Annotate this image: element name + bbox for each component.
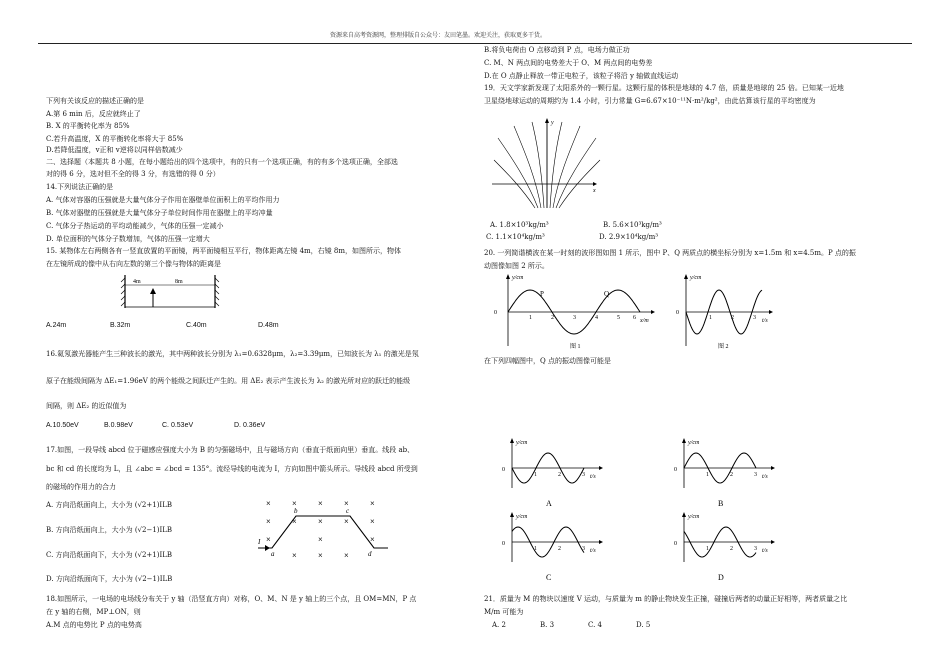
q18-fig-x: x: [593, 188, 596, 194]
choice-tick-1: 1: [706, 472, 709, 478]
q20-choice-d-graph: [670, 510, 780, 590]
q15-stem-1: 15. 某物体左右两侧各有一竖直放置的平面镜，两平面镜相互平行，物体距离左镜 4m，右镜 8m，如图所示，物体: [46, 247, 401, 255]
choice-y-arrow: [510, 438, 514, 443]
q17-option-b: B. 方向沿纸面向上，大小为 (√2−1)ILB: [46, 526, 173, 534]
q17-option-a: A. 方向沿纸面向上，大小为 (√2+1)ILB: [46, 501, 172, 509]
choice-tick-3: 3: [582, 546, 585, 552]
q20-wave-figure-1: [488, 272, 658, 350]
q17-label-a: a: [271, 550, 275, 558]
q13-stem: 下列有关该反应的描述正确的是: [46, 97, 144, 105]
svg-text:×: ×: [292, 499, 297, 508]
choice-xlabel: t/s: [590, 474, 596, 480]
q17-wire-figure: [258, 492, 388, 564]
q18-option-a: A.M 点的电势比 P 点的电势高: [46, 621, 142, 629]
q14-option-d: D. 单位面积的气体分子数增加，气体的压强一定增大: [46, 235, 210, 243]
q16-line-2: 原子在能级间隔为 ΔE₁=1.96eV 的两个能级之间跃迁产生的。用 ΔE₂ 表示产生波长为 λ₂ 的激光所对应的跃迁的能级: [46, 377, 411, 385]
q15-option-c: C.40m: [186, 322, 207, 329]
header-rule: [38, 43, 912, 44]
svg-text:×: ×: [318, 499, 323, 508]
svg-text:×: ×: [266, 499, 271, 508]
svg-text:×: ×: [370, 499, 375, 508]
section2-line1: 二、选择题（本题共 8 小题，在每小题给出的四个选项中，有的只有一个选项正确，有的有多个选项正确，全部选: [46, 158, 398, 166]
q13-option-c: C.若升高温度，X 的平衡转化率将大于 85%: [46, 135, 184, 143]
q21-option-a: A. 2: [492, 621, 506, 629]
q17-option-d: D. 方向沿纸面向下，大小为 (√2−1)ILB: [46, 575, 173, 583]
q15-fig-left-label: 4m: [133, 279, 141, 285]
svg-text:×: ×: [344, 551, 349, 560]
q21-line-2: M/m 可能为: [484, 608, 524, 616]
svg-text:×: ×: [292, 551, 297, 560]
choice-tick-1: 1: [706, 546, 709, 552]
choice-tick-3: 3: [754, 472, 757, 478]
q18-line-2: 在 y 轴的右侧，MP⊥ON，则: [46, 608, 141, 616]
svg-text:×: ×: [318, 517, 323, 526]
q20-fig1-label-p: P: [540, 290, 544, 298]
q16-option-d: D. 0.36eV: [234, 422, 266, 429]
q18-fig-y: y: [551, 120, 554, 126]
q20-fig1-tick-6: 6: [633, 315, 636, 321]
q17-label-i: I: [258, 538, 261, 546]
q14-stem: 14.下列说法正确的是: [46, 183, 114, 191]
q20-line-2: 动图像如图 2 所示。: [484, 262, 549, 270]
svg-text:×: ×: [318, 551, 323, 560]
choice-tick-2: 2: [730, 472, 733, 478]
q17-label-d: d: [368, 550, 372, 558]
svg-text:×: ×: [292, 517, 297, 526]
q20-fig2-tick-1: 1: [709, 315, 712, 321]
q20-choice-a-graph: [498, 436, 608, 516]
choice-y-arrow: [682, 512, 686, 517]
q20-choice-b-graph: [670, 436, 780, 516]
page-header: 资源来自高考资源网，整理排版自公众号：友田笔墨。欢迎关注，获取更多干货。: [330, 32, 547, 39]
svg-text:×: ×: [344, 499, 349, 508]
choice-tick-1: 1: [534, 546, 537, 552]
choice-label: D: [718, 573, 724, 582]
q16-option-a: A.10.50eV: [46, 422, 79, 429]
q21-option-c: C. 4: [588, 621, 603, 629]
q15-option-b: B.32m: [110, 322, 131, 329]
q16-line-3: 间隔，则 ΔE₂ 的近似值为: [46, 402, 127, 410]
choice-tick-3: 3: [754, 546, 757, 552]
q18-option-c: C. M、N 两点间的电势差大于 O、M 两点间的电势差: [484, 59, 653, 67]
choice-origin: 0: [674, 541, 677, 547]
svg-text:×: ×: [266, 517, 271, 526]
choice-label: C: [546, 573, 552, 582]
choice-xlabel: t/s: [762, 474, 768, 480]
choice-tick-3: 3: [582, 472, 585, 478]
choice-ylabel: y/cm: [516, 514, 528, 520]
q17-line-1: 17.如图，一段导线 abcd 位于磁感应强度大小为 B 的匀强磁场中，且与磁场方向（垂直于纸面向里）垂直。线段 ab、: [46, 446, 415, 454]
q20-fig1-tick-3: 3: [573, 315, 576, 321]
section2-line2: 对的得 6 分，选对但不全的得 3 分，有选错的得 0 分）: [46, 170, 220, 178]
choice-ylabel: y/cm: [688, 514, 700, 520]
q20-fig2-tick-2: 2: [731, 315, 734, 321]
choice-origin: 0: [502, 467, 505, 473]
q19-line-1: 19．天文学家新发现了太阳系外的一颗行星。这颗行星的体积是地球的 4.7 倍，质量是地球的 25 倍。已知某一近地: [484, 84, 844, 92]
q17-line-3: 的磁场的作用力的合力: [46, 483, 116, 491]
q18-field-line-figure: [492, 116, 602, 211]
q16-option-c: C. 0.53eV: [162, 422, 194, 429]
choice-label: B: [718, 499, 724, 508]
q18-option-d: D.在 O 点静止释放一带正电粒子，该粒子将沿 y 轴做直线运动: [484, 72, 679, 80]
q20-fig2-caption: 图 2: [718, 344, 729, 350]
choice-ylabel: y/cm: [688, 440, 700, 446]
svg-text:×: ×: [370, 535, 375, 544]
q17-option-c: C. 方向沿纸面向下，大小为 (√2+1)ILB: [46, 551, 173, 559]
choice-origin: 0: [502, 541, 505, 547]
q15-option-d: D.48m: [258, 322, 279, 329]
q16-option-b: B.0.98eV: [104, 422, 133, 429]
q20-choice-c-graph: [498, 510, 608, 590]
q20-fig2-xlabel: t/s: [762, 318, 768, 324]
q13-option-b: B. X 的平衡转化率为 85%: [46, 122, 130, 130]
q17-label-c: c: [346, 507, 350, 515]
q14-option-a: A. 气体对容器的压强就是大量气体分子作用在器壁单位面积上的平均作用力: [46, 196, 280, 204]
q18-option-b: B.将负电荷由 O 点移动到 P 点，电场力做正功: [484, 46, 630, 54]
q19-option-a: A. 1.8×10³kg/m³: [490, 221, 549, 229]
q21-option-b: B. 3: [540, 621, 555, 629]
q20-vibration-figure-2: [672, 272, 777, 350]
choice-xlabel: t/s: [762, 548, 768, 554]
q20-fig1-tick-4: 4: [595, 315, 598, 321]
q20-fig1-label-q: Q: [604, 290, 610, 298]
q19-option-d: D. 2.9×10⁴kg/m³: [599, 233, 659, 241]
q20-fig1-ylabel: y/cm: [512, 275, 524, 281]
q15-stem-2: 在左镜所成的像中从右向左数的第三个像与物体的距离是: [46, 260, 221, 268]
choice-label: A: [546, 499, 552, 508]
q15-fig-right-label: 8m: [175, 279, 183, 285]
q14-option-c: C. 气体分子热运动的平均动能减少，气体的压强一定减小: [46, 222, 224, 230]
q14-option-b: B. 气体对器壁的压强就是大量气体分子单位时间作用在器壁上的平均冲量: [46, 209, 273, 217]
q20-fig2-ylabel: y/cm: [690, 275, 702, 281]
choice-tick-2: 2: [730, 546, 733, 552]
choice-y-arrow: [510, 512, 514, 517]
svg-text:×: ×: [370, 517, 375, 526]
q21-line-1: 21．质量为 M 的物块以速度 V 运动，与质量为 m 的静止物块发生正撞，碰撞后两者的动量正好相等，两者质量之比: [484, 595, 848, 603]
q19-line-2: 卫星绕地球运动的周期约为 1.4 小时，引力常量 G=6.67×10⁻¹¹N·m²/kg²，由此估算该行星的平均密度为: [484, 97, 816, 105]
q16-line-1: 16.氦氖激光器能产生三种波长的激光，其中两种波长分别为 λ₁=0.6328μm，λ₂=3.39μm，已知波长为 λ₁ 的激光是氖: [46, 350, 419, 358]
choice-origin: 0: [674, 467, 677, 473]
q20-question: 在下列四幅图中，Q 点的振动图像可能是: [484, 357, 611, 365]
choice-xlabel: t/s: [590, 548, 596, 554]
svg-text:×: ×: [344, 517, 349, 526]
q13-option-d: D.若降低温度，v正和 v逆将以同样倍数减少: [46, 146, 183, 154]
choice-y-arrow: [682, 438, 686, 443]
choice-tick-2: 2: [558, 546, 561, 552]
q15-option-a: A.24m: [46, 322, 67, 329]
svg-text:×: ×: [318, 535, 323, 544]
q19-option-b: B. 5.6×10³kg/m³: [603, 221, 662, 229]
choice-tick-2: 2: [558, 472, 561, 478]
choice-tick-1: 1: [534, 472, 537, 478]
choice-x-arrow: [771, 540, 775, 544]
choice-x-arrow: [599, 540, 603, 544]
q20-fig1-xlabel: x/m: [640, 318, 649, 324]
choice-x-arrow: [599, 466, 603, 470]
q20-fig1-tick-1: 1: [529, 315, 532, 321]
q19-option-c: C. 1.1×10⁴kg/m³: [486, 233, 545, 241]
q20-fig1-tick-5: 5: [617, 315, 620, 321]
q15-mirror-figure: [110, 270, 230, 310]
choice-ylabel: y/cm: [516, 440, 528, 446]
svg-text:×: ×: [266, 535, 271, 544]
q20-fig1-tick-2: 2: [551, 315, 554, 321]
q17-line-2: bc 和 cd 的长度均为 L，且 ∠abc = ∠bcd = 135°。流经导线的电流为 I，方向如图中箭头所示。导线段 abcd 所受到: [46, 465, 418, 473]
q18-line-1: 18.如图所示，一电场的电场线分布关于 y 轴（沿竖直方向）对称，O、M、N 是 y 轴上的三个点，且 OM=MN，P 点: [46, 595, 417, 603]
q13-option-a: A.第 6 min 后，反应就终止了: [46, 110, 141, 118]
q20-line-1: 20. 一列简谐横波在某一时刻的波形图如图 1 所示，图中 P、Q 两质点的横坐标分别为 x=1.5m 和 x=4.5m。P 点的振: [484, 249, 856, 257]
q20-fig1-caption: 图 1: [570, 344, 581, 350]
q20-fig2-origin: 0: [676, 310, 679, 316]
q17-label-b: b: [294, 507, 298, 515]
q20-fig1-origin: 0: [494, 310, 497, 316]
choice-x-arrow: [771, 466, 775, 470]
q21-option-d: D. 5: [636, 621, 651, 629]
q20-fig2-tick-3: 3: [753, 315, 756, 321]
